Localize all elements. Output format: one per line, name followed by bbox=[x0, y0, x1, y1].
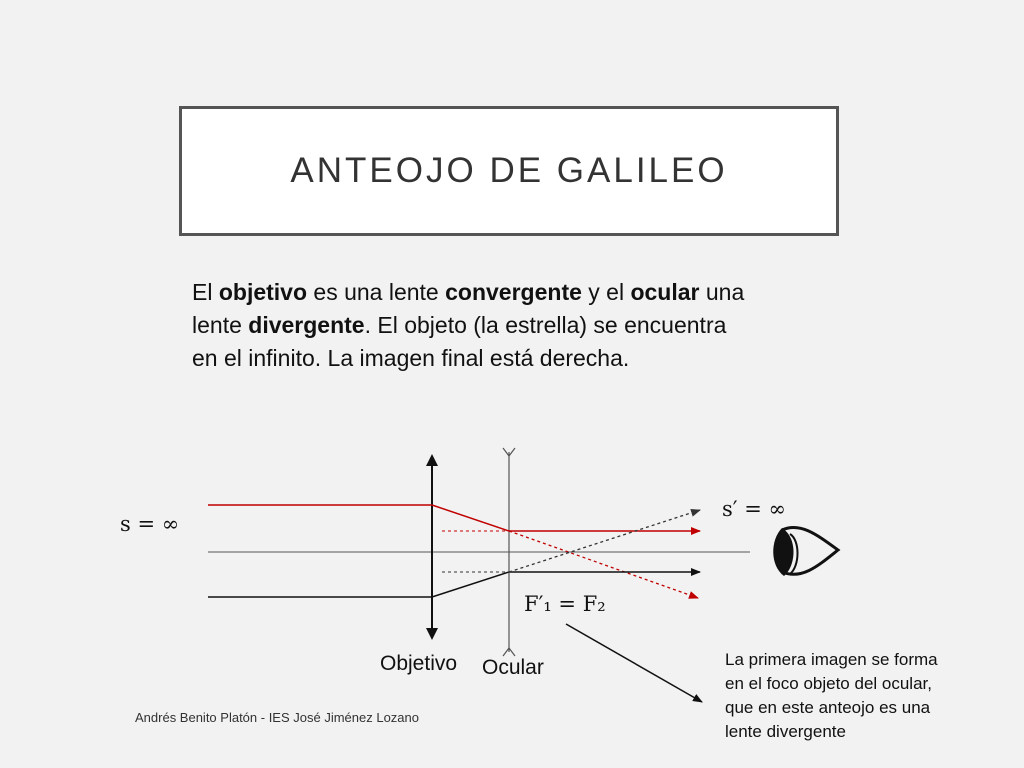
note-line: que en este anteojo es una bbox=[725, 698, 931, 717]
objective-lens-top-arrow bbox=[426, 454, 438, 466]
note-line: La primera imagen se forma bbox=[725, 650, 938, 669]
bold-term: convergente bbox=[445, 279, 582, 305]
text-segment: lente bbox=[192, 312, 249, 338]
black-ray-refracted bbox=[432, 572, 509, 597]
text-segment: en el infinito. La imagen final está derecha. bbox=[192, 345, 630, 371]
objective-lens-bottom-arrow bbox=[426, 628, 438, 640]
note-pointer-arrow bbox=[566, 624, 702, 702]
note-line: lente divergente bbox=[725, 722, 846, 741]
text-segment: una bbox=[699, 279, 745, 305]
eyepiece-label: Ocular bbox=[482, 656, 544, 679]
slide-title: ANTEOJO DE GALILEO bbox=[290, 151, 728, 190]
text-segment: . El objeto (la estrella) se encuentra bbox=[364, 312, 727, 338]
image-distance-label: s′ = ∞ bbox=[722, 497, 786, 521]
text-segment: El bbox=[192, 279, 219, 305]
objective-label: Objetivo bbox=[380, 652, 458, 675]
author-footer: Andrés Benito Platón - IES José Jiménez Lozano bbox=[135, 710, 419, 725]
bold-term: ocular bbox=[630, 279, 700, 305]
bold-term: divergente bbox=[248, 312, 365, 338]
bold-term: objetivo bbox=[218, 279, 308, 305]
red-ray-refracted bbox=[432, 505, 509, 531]
note-line: en el foco objeto del ocular, bbox=[725, 674, 932, 693]
focus-relation-label: F′₁ = F₂ bbox=[524, 592, 606, 616]
red-ray-dashed-extension bbox=[509, 531, 698, 598]
text-segment: y el bbox=[581, 279, 631, 305]
first-image-note bbox=[725, 648, 1005, 744]
object-distance-label: s = ∞ bbox=[120, 512, 180, 536]
eye-icon bbox=[773, 527, 838, 576]
text-segment: es una lente bbox=[307, 279, 446, 305]
